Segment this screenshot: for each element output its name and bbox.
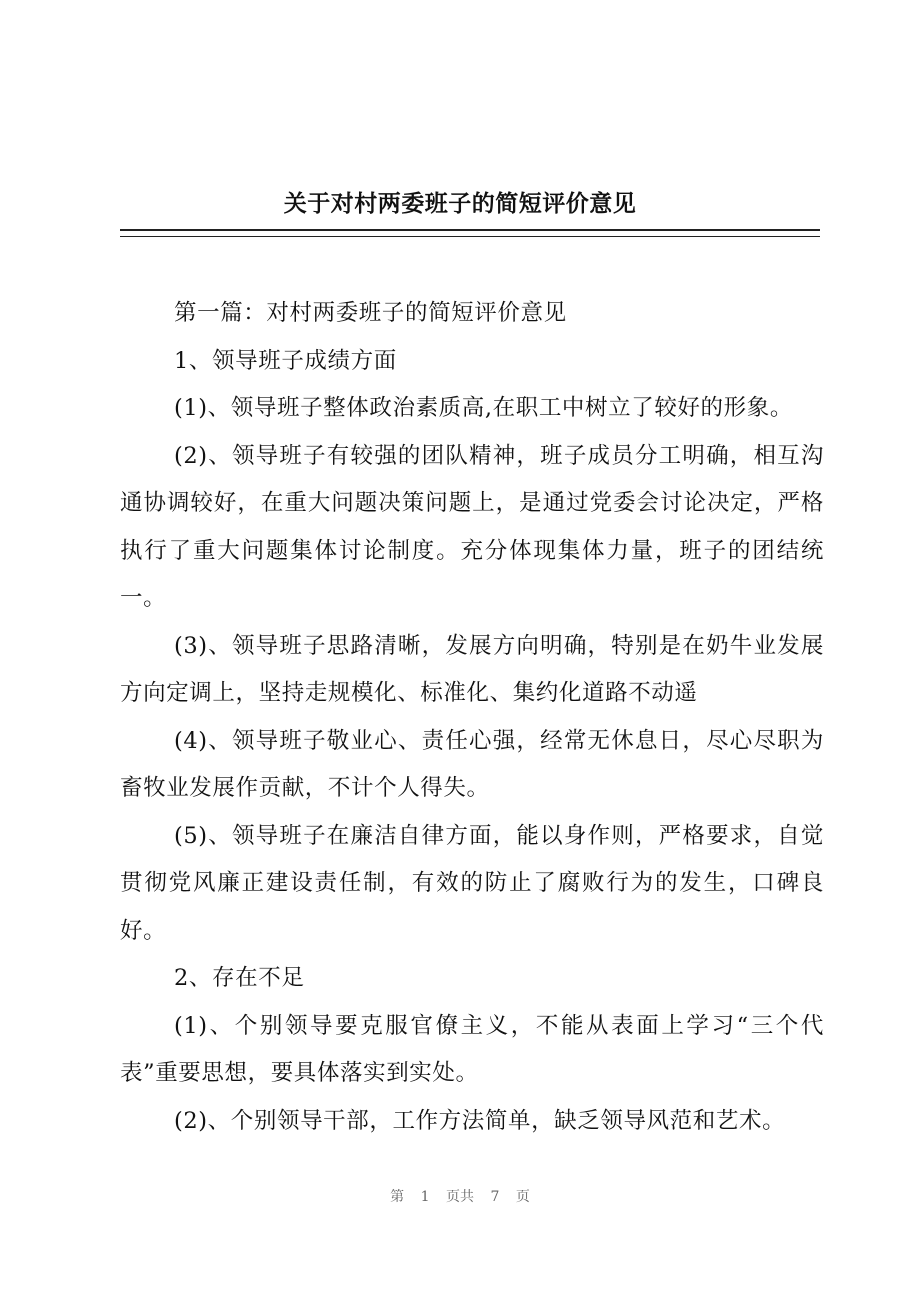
title-divider: [120, 229, 820, 237]
footer-total-pages: 7: [490, 1189, 500, 1205]
paragraph-achievement-1: (1)、领导班子整体政治素质高,在职工中树立了较好的形象。: [174, 395, 793, 421]
paragraph-achievement-5: (5)、领导班子在廉洁自律方面，能以身作则，严格要求，自觉贯彻党风廉正建设责任制，有效的防止了腐败行为的发生，口碑良好。: [120, 822, 824, 944]
paragraph-shortcoming-2: (2)、个别领导干部，工作方法简单，缺乏领导风范和艺术。: [174, 1107, 786, 1134]
footer-page-label: 第: [390, 1189, 405, 1205]
footer-page-suffix: 页共: [446, 1189, 474, 1205]
paragraph-section-heading: 第一篇：对村两委班子的简短评价意见: [174, 300, 567, 326]
paragraph-shortcoming-1: (1)、个别领导要克服官僚主义，不能从表面上学习“三个代表”重要思想，要具体落实到实处。: [120, 1012, 824, 1086]
footer-current-page: 1: [420, 1189, 430, 1205]
document-title: 关于对村两委班子的简短评价意见: [283, 190, 637, 217]
paragraph-achievements-heading: 1、领导班子成绩方面: [174, 347, 397, 374]
page-footer: [0, 1186, 920, 1206]
paragraph-achievement-3: (3)、领导班子思路清晰，发展方向明确，特别是在奶牛业发展方向定调上，坚持走规模化、标准化、集约化道路不动遥: [120, 632, 824, 706]
paragraph-achievement-2: (2)、领导班子有较强的团队精神，班子成员分工明确，相互沟通协调较好，在重大问题决策问题上，是通过党委会讨论决定，严格执行了重大问题集体讨论制度。充分体现集体力量，班子的团结统一。: [120, 442, 824, 611]
paragraph-shortcomings-heading: 2、存在不足: [174, 965, 305, 991]
document-body: [120, 290, 824, 1145]
paragraph-achievement-4: (4)、领导班子敬业心、责任心强，经常无休息日，尽心尽职为畜牧业发展作贡献，不计个人得失。: [120, 727, 824, 801]
footer-total-suffix: 页: [515, 1189, 530, 1205]
